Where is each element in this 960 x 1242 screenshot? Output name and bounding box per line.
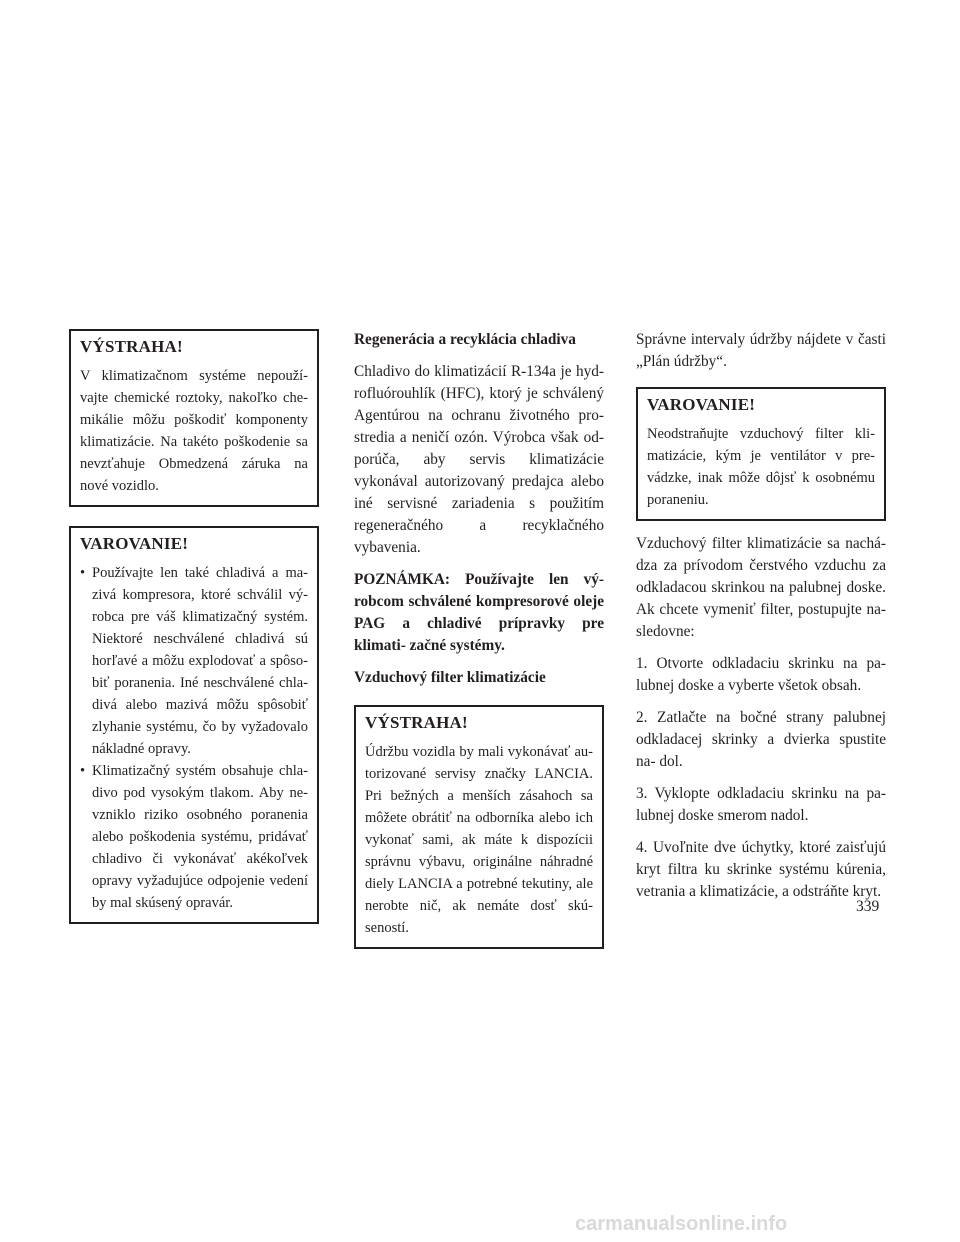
step-item: 1. Otvorte odkladaciu skrinku na pa- lubnej doske a vyberte všetok obsah.: [636, 655, 886, 694]
step-item: 3. Vyklopte odkladaciu skrinku na pa- lubnej doske smerom nadol.: [636, 785, 886, 824]
page-number: 339: [856, 898, 880, 915]
warning-title: VÝSTRAHA!: [365, 713, 468, 732]
column-middle: [354, 329, 604, 949]
warning-box-varovanie: [636, 387, 886, 521]
warning-text: V klimatizačnom systéme nepouží- vajte chemické roztoky, nakoľko che- mikálie môžu poškodiť komponenty klimatizácie. Na takéto poškodenie sa nevzťahuje Obmedzená záruka na nové vozidlo.: [80, 368, 308, 494]
warning-box-varovanie: [69, 526, 319, 924]
column-left: [69, 329, 319, 924]
warning-text: Údržbu vozidla by mali vykonávať au- torizované servisy značky LANCIA. Pri bežných a menších zásahoch sa môžete obrátiť na odborníka alebo ich vykonať sami, ak máte k dispozícii správnu výbavu, originálne náhradné diely LANCIA a potrebné tekutiny, ale nerobte nič, ak nemáte dosť skú- seností.: [365, 744, 593, 936]
step-item: 4. Uvoľnite dve úchytky, ktoré zaisťujú kryt filtra ku skrinke systému kúrenia, vetrania a klimatizácie, a odstráňte kryt.: [636, 839, 886, 900]
warning-title: VÝSTRAHA!: [80, 337, 183, 356]
warning-title: VAROVANIE!: [647, 395, 756, 414]
bullet-icon: •: [80, 763, 86, 779]
warning-box-vystraha: [69, 329, 319, 507]
paragraph: Vzduchový filter klimatizácie sa nachá- dza za prívodom čerstvého vzduchu za odkladacou skrinkou na palubnej doske. Ak chcete vymeniť filter, postupujte na- sledovne:: [636, 535, 886, 640]
warning-text: Neodstraňujte vzduchový filter kli- matizácie, kým je ventilátor v pre- vádzke, inak môže dôjsť k osobnému poraneniu.: [647, 426, 875, 508]
column-right: [636, 329, 886, 903]
paragraph: Chladivo do klimatizácií R-134a je hyd- rofluórouhlík (HFC), ktorý je schválený Agentúrou na ochranu životného pro- stredia a neničí ozón. Výrobca však od- porúča, aby servis klimatizácie vykonával autorizovaný predajca alebo iné servisné zariadenia s použitím regeneračného a recyklačného vybavenia.: [354, 363, 604, 556]
section-heading: Vzduchový filter klimatizácie: [354, 669, 546, 686]
paragraph: Správne intervaly údržby nájdete v časti „Plán údržby“.: [636, 331, 886, 370]
warning-list-item: • Používajte len také chladivá a ma- zivá kompresora, ktoré schválil vý- robca pre váš klimatizačný systém. Niektoré neschválené chladivá sú horľavé a môžu explodovať a spôso- biť poranenia. Iné neschválené chla- divá alebo mazivá môžu spôsobiť zlyhanie systému, čo by vyžadovalo nákladné opravy.: [80, 562, 308, 760]
warning-box-vystraha: [354, 705, 604, 949]
section-heading: Regenerácia a recyklácia chladiva: [354, 331, 576, 348]
warning-title: VAROVANIE!: [80, 534, 189, 553]
watermark: carmanualsonline.info: [575, 1213, 788, 1235]
warning-list: [80, 562, 308, 914]
step-item: 2. Zatlačte na bočné strany palubnej odkladacej skrinky a dvierka spustite na- dol.: [636, 709, 886, 770]
note: POZNÁMKA: Používajte len vý- robcom schválené kompresorové oleje PAG a chladivé prípravky pre klimati- začné systémy.: [354, 571, 604, 654]
warning-list-item: • Klimatizačný systém obsahuje chla- divo pod vysokým tlakom. Aby ne- vzniklo riziko osobného poranenia alebo poškodenia systému, pridávať chladivo či vykonávať akékoľvek opravy vyžadujúce odpojenie vedení by mal skúsený opravár.: [80, 760, 308, 914]
bullet-icon: •: [80, 565, 86, 581]
